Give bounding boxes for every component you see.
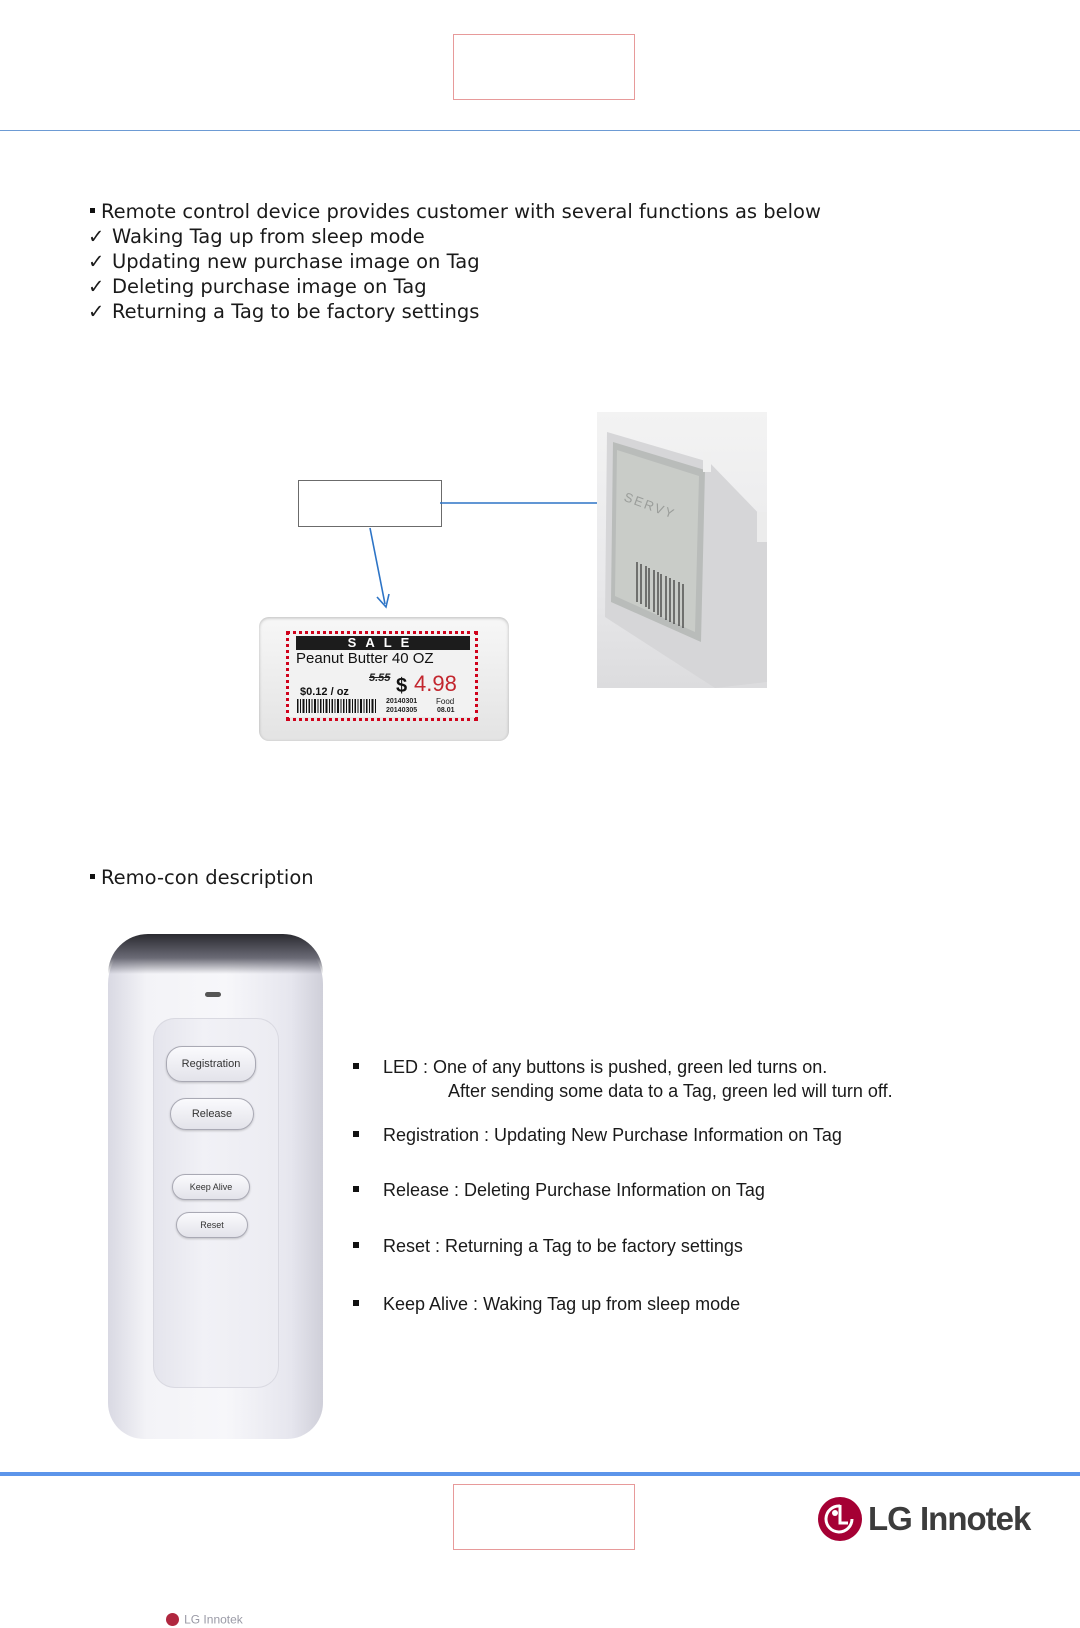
led-indicator — [205, 992, 221, 997]
check-icon: ✓ — [88, 300, 105, 323]
keep-alive-button-label: Keep Alive — [189, 1182, 233, 1192]
desc-keep-alive: Keep Alive : Waking Tag up from sleep mode — [353, 1294, 740, 1315]
currency-symbol: $ — [396, 675, 408, 697]
intro-item: ✓ Deleting purchase image on Tag — [88, 275, 427, 298]
desc-release: Release : Deleting Purchase Information on Tag — [353, 1180, 765, 1201]
desc-led-cont: After sending some data to a Tag, green led will turn off. — [448, 1081, 893, 1101]
sale-banner: SALE — [296, 636, 470, 650]
desc-led: LED : One of any buttons is pushed, green led turns on. — [353, 1057, 827, 1078]
keep-alive-button[interactable] — [172, 1174, 250, 1200]
reset-button-label: Reset — [200, 1220, 224, 1230]
desc-reset: Reset : Returning a Tag to be factory settings — [353, 1236, 743, 1257]
registration-button[interactable] — [166, 1046, 256, 1082]
tag-code: 08.01 — [437, 707, 455, 714]
tag-side-photo — [597, 412, 767, 688]
registration-button-label: Registration — [181, 1058, 241, 1070]
release-button[interactable] — [170, 1098, 254, 1130]
tag-device-illustration — [597, 412, 767, 688]
tag-category: Food — [436, 697, 455, 706]
footer-box — [453, 1484, 635, 1550]
tag-date-start: 20140301 — [386, 698, 418, 705]
check-icon: ✓ — [88, 225, 105, 248]
intro-item: ✓ Updating new purchase image on Tag — [88, 250, 480, 273]
sale-price: 4.98 — [414, 671, 457, 696]
footer-logo-text: LG Innotek — [868, 1500, 1031, 1537]
desc-registration: Registration : Updating New Purchase Information on Tag — [353, 1125, 842, 1146]
check-icon: ✓ — [88, 275, 105, 298]
intro-item: ✓ Returning a Tag to be factory settings — [88, 300, 480, 323]
remote-logo-text: LG Innotek — [184, 1612, 243, 1627]
old-price: 5.55 — [369, 672, 391, 684]
lg-innotek-logo — [818, 1497, 1030, 1541]
check-icon: ✓ — [88, 250, 105, 273]
product-name: Peanut Butter 40 OZ — [296, 650, 434, 667]
remote-logo — [166, 1609, 243, 1628]
footer-divider — [0, 1472, 1080, 1476]
intro-item: ✓ Waking Tag up from sleep mode — [88, 225, 425, 248]
remocon-heading: Remo-con description — [88, 866, 314, 889]
tag-side-label: SERVY — [622, 489, 678, 522]
unit-price: $0.12 / oz — [300, 686, 349, 698]
remote-control — [108, 934, 323, 1627]
release-button-label: Release — [191, 1108, 233, 1120]
reset-button[interactable] — [176, 1212, 248, 1238]
lg-logo-icon — [166, 1613, 179, 1626]
tag-date-end: 20140305 — [386, 707, 418, 714]
intro-heading: Remote control device provides customer with several functions as below — [88, 199, 821, 224]
lg-face-icon — [818, 1497, 862, 1541]
tag-highlight-outline — [286, 631, 478, 721]
